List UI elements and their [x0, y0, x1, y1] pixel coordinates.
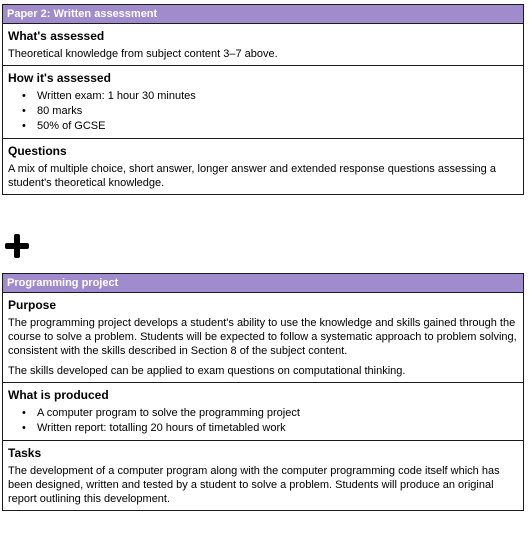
- how-assessed-title: How it's assessed: [8, 71, 111, 85]
- bullet-icon: •: [22, 120, 26, 132]
- list-item: [22, 89, 518, 104]
- list-item: [22, 104, 518, 119]
- bullet-icon: •: [22, 407, 26, 419]
- how-assessed-section: [3, 65, 523, 138]
- what-produced-list: [8, 406, 518, 436]
- project-box: [2, 273, 524, 511]
- list-item-text: 80 marks: [37, 105, 83, 117]
- list-item: [22, 119, 518, 134]
- tasks-title: Tasks: [8, 446, 42, 460]
- list-item-text: 50% of GCSE: [37, 120, 106, 132]
- purpose-paragraph-1: The programming project develops a student's ability to use the knowledge and skills gained through the course to solve a problem. Students will be expected to follow a systematic approach to problem solving, consistent with the skills described in Section 8 of the subject content.: [8, 317, 517, 357]
- list-item-text: Written exam: 1 hour 30 minutes: [37, 90, 196, 102]
- paper2-header: Paper 2: Written assessment: [3, 5, 523, 24]
- questions-title: Questions: [8, 144, 67, 158]
- questions-section: [3, 138, 523, 194]
- bullet-icon: •: [22, 105, 26, 117]
- paper2-box: [2, 4, 524, 195]
- tasks-section: [3, 440, 523, 510]
- list-item: [22, 421, 518, 436]
- bullet-icon: •: [22, 90, 26, 102]
- purpose-section: [3, 293, 523, 382]
- whats-assessed-text: Theoretical knowledge from subject content 3–7 above.: [8, 48, 278, 60]
- bullet-icon: •: [22, 422, 26, 434]
- whats-assessed-section: [3, 24, 523, 65]
- what-produced-title: What is produced: [8, 388, 109, 402]
- how-assessed-list: [8, 89, 518, 134]
- purpose-title: Purpose: [8, 298, 57, 312]
- questions-text: A mix of multiple choice, short answer, longer answer and extended response questions assessing a student's theoretical knowledge.: [8, 163, 496, 189]
- list-item: [22, 406, 518, 421]
- list-item-text: Written report: totalling 20 hours of timetabled work: [37, 422, 286, 434]
- whats-assessed-title: What's assessed: [8, 29, 105, 43]
- project-header: Programming project: [3, 274, 523, 293]
- list-item-text: A computer program to solve the programming project: [37, 407, 300, 419]
- plus-icon: [5, 234, 29, 258]
- tasks-text: The development of a computer program along with the computer programming code itself which has been designed, written and tested by a student to solve a problem. Students will produce an original report outlining this development.: [8, 465, 500, 505]
- purpose-paragraph-2: The skills developed can be applied to exam questions on computational thinking.: [8, 365, 406, 377]
- what-produced-section: [3, 382, 523, 440]
